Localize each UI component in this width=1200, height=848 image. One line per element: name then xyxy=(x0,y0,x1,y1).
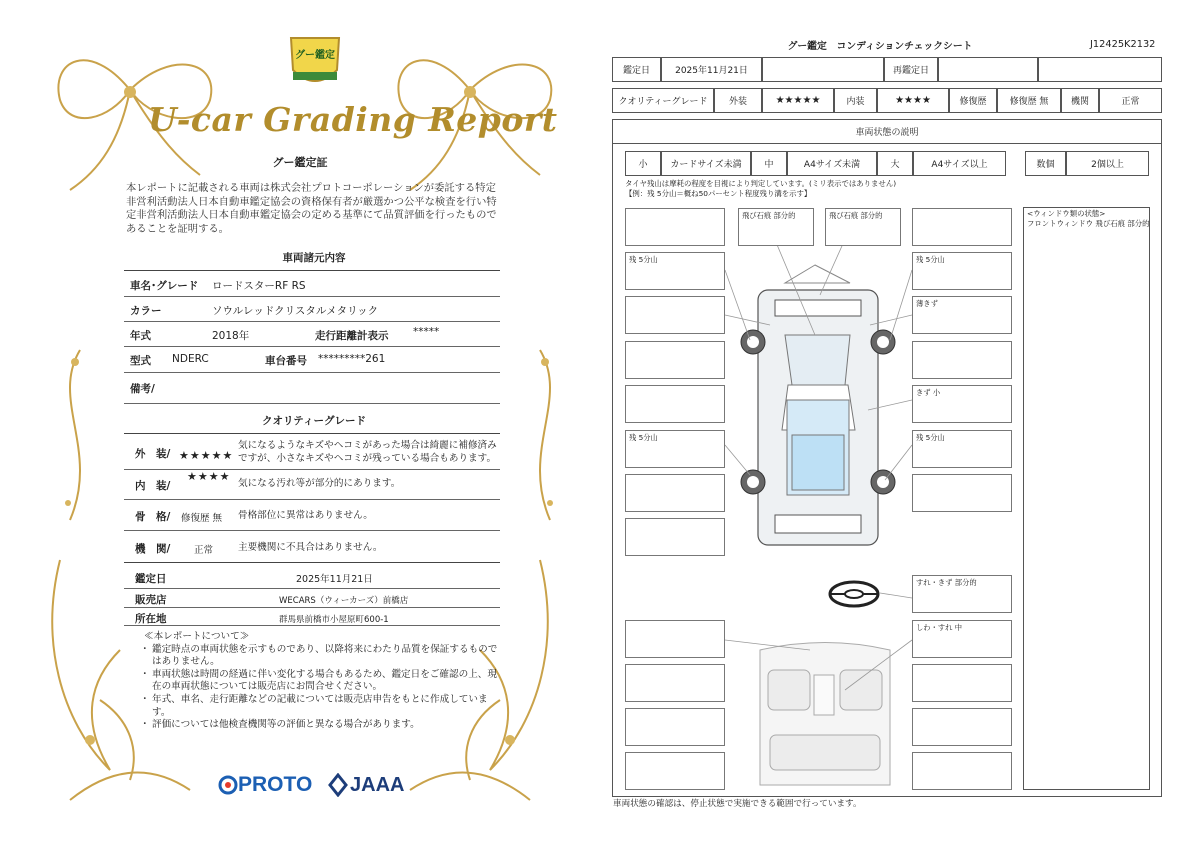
divider xyxy=(124,403,500,404)
divider xyxy=(124,499,500,500)
interior-stars: ★★★★ xyxy=(187,470,231,483)
exterior-description: 気になるようなキズやヘコミがあった場合は綺麗に補修済みですが、小さなキズやヘコミが残っている場合もあります。 xyxy=(238,440,497,464)
damage-box-tire-fl: 残 5分山 xyxy=(625,252,725,290)
shop-label: 販売店 xyxy=(135,594,167,606)
divider xyxy=(124,469,500,470)
goo-kantei-badge xyxy=(287,32,343,92)
notes-title: ≪本レポートについて≫ xyxy=(144,631,250,642)
chassis-value: *********261 xyxy=(318,353,386,365)
engine-label: 機 関/ xyxy=(135,543,171,555)
model-label: 型式 xyxy=(130,355,151,367)
damage-box xyxy=(625,208,725,246)
chassis-label: 車台番号 xyxy=(265,355,307,367)
inspection-date-label: 鑑定日 xyxy=(135,573,167,585)
damage-box xyxy=(912,664,1012,702)
note-item: ・ 鑑定時点の車両状態を示すものであり、以降将来にわたり品質を保証するものではありません。 xyxy=(140,643,498,668)
jaaa-logo: JAAA xyxy=(328,772,404,798)
damage-box xyxy=(912,208,1012,246)
damage-box xyxy=(912,752,1012,790)
size-small-cell: 小 xyxy=(625,151,661,176)
size-medium-desc: A4サイズ未満 xyxy=(787,151,877,176)
divider xyxy=(124,562,500,563)
damage-box xyxy=(625,620,725,658)
exterior-label: 外 装/ xyxy=(135,448,171,460)
window-title: <ウィンドウ類の状態> xyxy=(1027,209,1106,218)
note-bullet: ・ xyxy=(140,693,150,705)
mileage-label: 走行距離計表示 xyxy=(315,330,389,342)
address-label: 所在地 xyxy=(135,613,167,625)
divider xyxy=(124,433,500,434)
note-item: ・ 年式、車名、走行距離などの記載については販売店申告をもとに作成しています。 xyxy=(140,693,488,718)
damage-box-steering: すれ・きず 部分的 xyxy=(912,575,1012,613)
damage-box-tire-rl: 残 5分山 xyxy=(625,430,725,468)
damage-box-tire-fr: 残 5分山 xyxy=(912,252,1012,290)
damage-box xyxy=(625,664,725,702)
size-small-desc: カードサイズ未満 xyxy=(661,151,751,176)
damage-box-top-2: 飛び石痕 部分的 xyxy=(825,208,901,246)
exterior-stars-cell: ★★★★★ xyxy=(762,88,834,113)
damage-box xyxy=(625,341,725,379)
divider xyxy=(124,296,500,297)
divider xyxy=(124,625,500,626)
damage-box-top-1: 飛び石痕 部分的 xyxy=(738,208,814,246)
color-value: ソウルレッドクリスタルメタリック xyxy=(212,305,379,317)
count-desc: 2個以上 xyxy=(1066,151,1149,176)
year-label: 年式 xyxy=(130,330,151,342)
size-medium-cell: 中 xyxy=(751,151,787,176)
damage-box-right-4: きず 小 xyxy=(912,385,1012,423)
grade-section-title: クオリティーグレード xyxy=(262,415,366,427)
certificate-title: グー鑑定証 xyxy=(272,156,328,169)
tire-note-1: タイヤ残山は摩耗の程度を目視により判定しています。(ミリ表示ではありません) xyxy=(625,179,897,188)
model-value: NDERC xyxy=(172,353,209,365)
date-label-cell: 鑑定日 xyxy=(612,57,661,82)
mileage-value: ***** xyxy=(413,326,440,338)
sheet-footer-note: 車両状態の確認は、停止状態で実施できる範囲で行っています。 xyxy=(613,799,862,809)
frame-value: 修復歴 無 xyxy=(181,513,223,524)
interior-stars-cell: ★★★★ xyxy=(877,88,949,113)
shop-value: WECARS（ウィーカーズ）前橋店 xyxy=(279,596,409,606)
note-bullet: ・ xyxy=(140,719,150,731)
repair-value-cell: 修復歴 無 xyxy=(997,88,1061,113)
damage-box xyxy=(912,708,1012,746)
inspection-date-value: 2025年11月21日 xyxy=(296,574,373,585)
address-value: 群馬県前橋市小屋原町600-1 xyxy=(279,615,389,625)
interior-label-cell: 内装 xyxy=(834,88,877,113)
date-value-cell: 2025年11月21日 xyxy=(661,57,762,82)
badge-title: グー鑑定 xyxy=(295,50,335,61)
sheet-code: J12425K2132 xyxy=(1090,39,1156,50)
divider xyxy=(124,321,500,322)
condition-section-title: 車両状態の説明 xyxy=(612,119,1162,144)
note-item: ・ 評価については他検査機関等の評価と異なる場合があります。 xyxy=(140,719,420,731)
exterior-label-cell: 外装 xyxy=(714,88,762,113)
size-large-desc: A4サイズ以上 xyxy=(913,151,1006,176)
reinspect-label-cell: 再鑑定日 xyxy=(884,57,938,82)
engine-value: 正常 xyxy=(194,545,214,556)
divider xyxy=(124,607,500,608)
frame-label: 骨 格/ xyxy=(135,511,171,523)
proto-logo: PROTO xyxy=(218,772,312,798)
tire-note-2: 【例：残 5分山＝概ね50パーセント程度残り溝を示す】 xyxy=(625,189,812,198)
color-label: カラー xyxy=(130,305,162,317)
badge-shield-icon xyxy=(287,32,343,92)
exterior-stars: ★★★★★ xyxy=(179,449,234,462)
sheet-title: グー鑑定 コンディションチェックシート xyxy=(787,41,973,52)
divider xyxy=(124,372,500,373)
divider xyxy=(124,530,500,531)
engine-label-cell: 機関 xyxy=(1061,88,1099,113)
divider xyxy=(124,270,500,271)
damage-box-tire-rr: 残 5分山 xyxy=(912,430,1012,468)
year-value: 2018年 xyxy=(212,330,250,342)
damage-box xyxy=(912,341,1012,379)
frame-description: 骨格部位に異常はありません。 xyxy=(238,510,373,521)
window-value: フロントウィンドウ 飛び石痕 部分的 xyxy=(1027,219,1150,228)
remarks-label: 備考/ xyxy=(130,383,155,395)
damage-box xyxy=(625,752,725,790)
size-large-cell: 大 xyxy=(877,151,913,176)
spec-section-title: 車両諸元内容 xyxy=(282,252,346,264)
quality-grade-label: クオリティーグレード xyxy=(612,88,714,113)
interior-description: 気になる汚れ等が部分的にあります。 xyxy=(238,478,401,489)
repair-label-cell: 修復歴 xyxy=(949,88,997,113)
damage-box-interior-1: しわ・すれ 中 xyxy=(912,620,1012,658)
note-bullet: ・ xyxy=(140,643,150,655)
note-item: ・ 車両状態は時間の経過に伴い変化する場合もあるため、鑑定日をご確認の上、現在の車両状態については販売店にお問合せください。 xyxy=(140,668,497,693)
report-script-title: U-car Grading Report xyxy=(148,100,558,139)
engine-description: 主要機関に不具合はありません。 xyxy=(238,542,383,553)
damage-box xyxy=(625,474,725,512)
condition-check-sheet xyxy=(600,0,1200,848)
divider xyxy=(124,346,500,347)
engine-value-cell: 正常 xyxy=(1099,88,1162,113)
certificate-body: 本レポートに記載される車両は株式会社プロトコーポレーションが委託する特定非営利活動法人日本自動車鑑定協会の資格保有者が厳選かつ公平な検査を行い特定非営利活動法人日本自動車鑑定協会の定める基準にて品質評価を行ったものであることを証明する。 xyxy=(126,182,497,235)
damage-box-right-2: 薄きず xyxy=(912,296,1012,334)
proto-mark-icon xyxy=(218,774,238,796)
car-name-value: ロードスターRF RS xyxy=(212,280,306,292)
interior-label: 内 装/ xyxy=(135,480,171,492)
damage-box xyxy=(625,518,725,556)
divider xyxy=(124,588,500,589)
count-cell: 数個 xyxy=(1025,151,1066,176)
damage-box xyxy=(625,708,725,746)
damage-box xyxy=(625,385,725,423)
report-notes xyxy=(140,631,500,732)
jaaa-mark-icon xyxy=(328,773,348,797)
note-bullet: ・ xyxy=(140,668,150,680)
car-name-label: 車名･グレード xyxy=(130,280,199,292)
damage-box xyxy=(912,474,1012,512)
damage-box xyxy=(625,296,725,334)
